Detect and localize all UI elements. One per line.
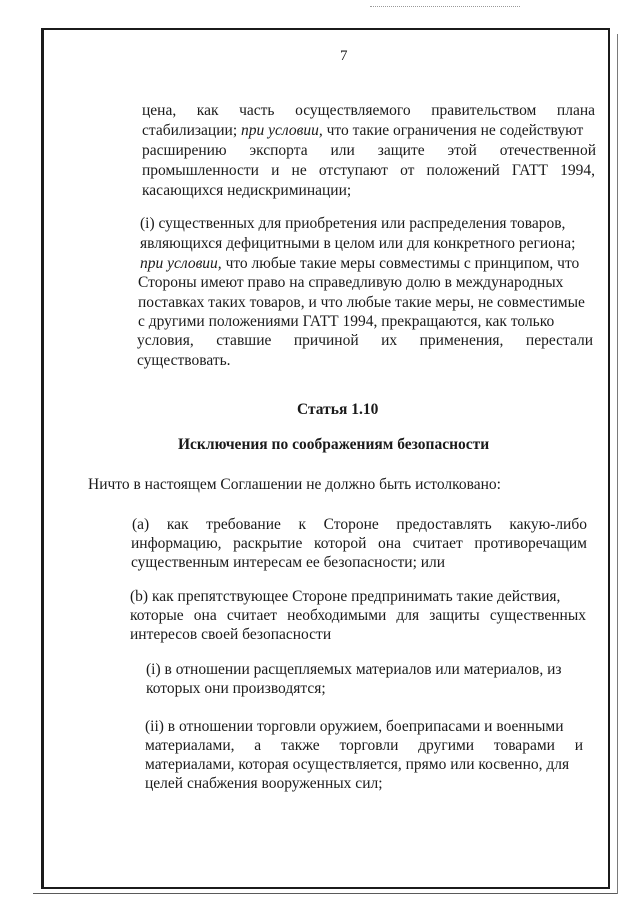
para1-line1: цена, как часть осуществляемого правительством плана [142,102,595,119]
scan-artifact [370,6,520,9]
page-number: 7 [340,48,348,64]
para2-line1: (i) существенных для приобретения или распределения товаров, [140,215,566,232]
para2-line6: с другими положениями ГАТТ 1994, прекращаются, как только [138,313,555,330]
para2-line5: поставках таких товаров, и что любые такие меры, не совместимые [138,294,585,311]
sub-ii-line1: (ii) в отношении торговли оружием, боеприпасами и военными [145,718,564,735]
item-b-line1: (b) как препятствующее Стороне предпринимать такие действия, [130,588,561,605]
para1-line2: стабилизации; при условии, что такие ограничения не содействуют [142,122,584,139]
para1-line5: касающихся недискриминации; [142,182,352,199]
para1-line4: промышленности и не отступают от положений ГАТТ 1994, [142,162,595,179]
page-frame-shadow-right [617,34,618,894]
article-heading: Исключения по соображениям безопасности [178,436,490,453]
item-b-line3: интересов своей безопасности [130,626,332,643]
item-a-line3: существенным интересам ее безопасности; или [131,554,446,571]
para2-line3: при условии, что любые такие меры совместимы с принципом, что [140,255,580,272]
sub-i-line1: (i) в отношении расщепляемых материалов или материалов, из [146,661,562,678]
sub-ii-line4: целей снабжения вооруженных сил; [145,775,383,792]
page-frame-shadow-bottom [33,893,617,894]
item-a-line2: информацию, раскрытие которой она считает противоречащим [131,535,587,552]
intro-line: Ничто в настоящем Соглашении не должно быть истолковано: [88,476,501,493]
sub-i-line2: которых они производятся; [146,680,326,697]
sub-ii-line3: материалами, которая осуществляется, прямо или косвенно, для [145,756,570,773]
para2-line4: Стороны имеют право на справедливую долю в международных [138,274,564,291]
sub-ii-line2: материалами, а также торговли другими товарами и [145,737,583,754]
para2-line2: являющихся дефицитными в целом или для конкретного региона; [140,235,576,252]
item-b-line2: которые она считает необходимыми для защиты существенных [130,607,586,624]
para2-line7: условия, ставшие причиной их применения, перестали [137,332,593,349]
item-a-line1: (а) как требование к Стороне предоставлять какую-либо [132,516,587,533]
article-title: Статья 1.10 [297,401,379,418]
para1-line3: расширению экспорта или защите этой отечественной [142,142,596,159]
para2-line8: существовать. [137,352,231,369]
